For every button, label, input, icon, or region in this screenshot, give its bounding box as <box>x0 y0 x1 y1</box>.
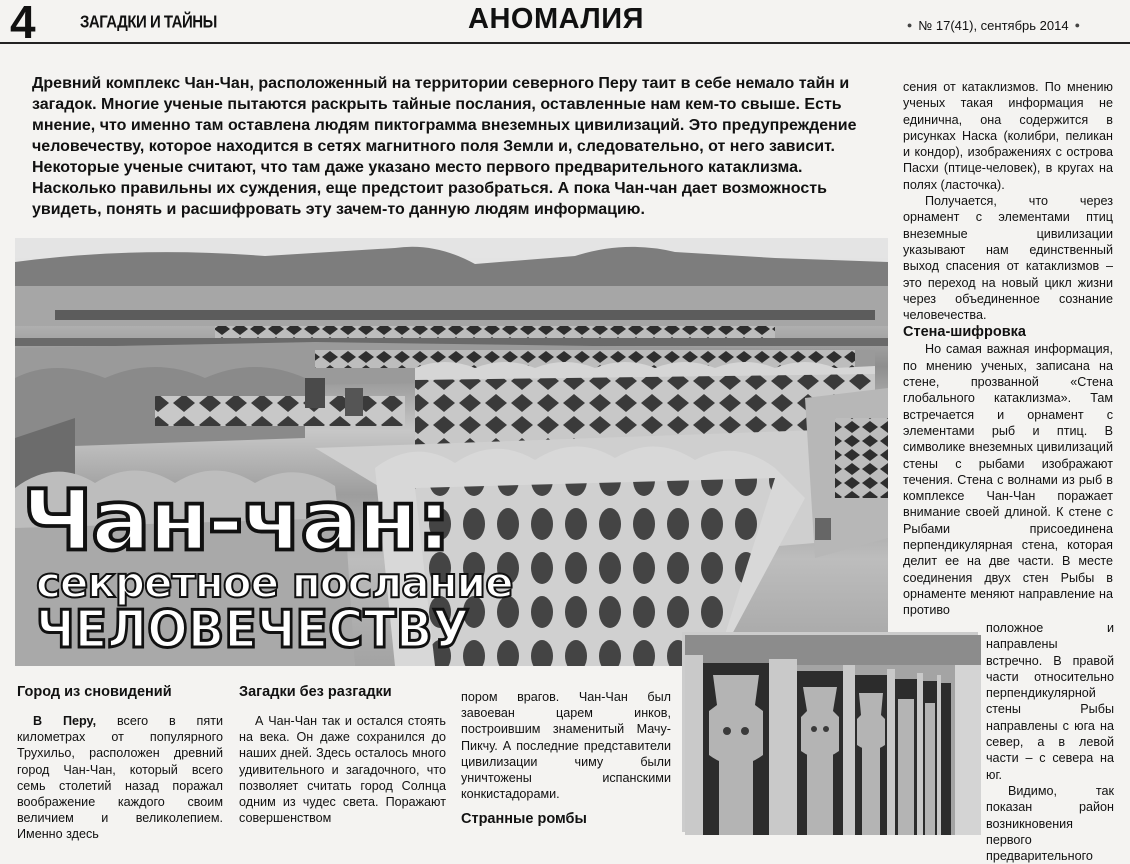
right-paragraph-3: Но самая важная информация, по мнению ученых, записана на стене, прозванной «Стена глобального катаклизма». Там встречается и орнамент с элементами рыб и птиц. В символике внеземных цивилизаций стены с рыбами изображают течения. Стена с волнами из рыб в комплексе Чан-Чан поражает внимание своей длиной. К стене с Рыбами присоединена перпендикулярная стена, которая делит ее на две части. В месте соединения двух стен Рыбы в орнаменте меняют направление на противо <box>903 342 1113 618</box>
heading-city-of-dreams: Город из сновидений <box>17 684 172 700</box>
column-city-of-dreams <box>17 683 223 843</box>
col1-lead-in: В Перу, <box>33 714 97 728</box>
issue-number: № 17(41), сентябрь 2014 <box>918 18 1069 33</box>
subheading-wall-cipher: Стена-шифровка <box>903 324 1026 341</box>
right-paragraph-1: сения от катаклизмов. По мнению ученых такая информация не единична, она содержится в рисунках Наска (колибри, пеликан и кондор), изображениях с острова Пасхи (птице-человек), в кругах на полях (ласточка). <box>903 80 1113 192</box>
col1-paragraph <box>17 713 223 843</box>
issue-info <box>901 17 1086 34</box>
niches-illustration <box>685 635 981 835</box>
page-number: 4 <box>10 0 34 48</box>
bullet-icon: ● <box>1074 20 1080 30</box>
headline-line1: Чан-чан: <box>22 471 450 570</box>
col3-paragraph: пором врагов. Чан-Чан был завоеван царем инков, построившим знаменитый Мачу-Пикчу. А последние представители цивилизации чиму были уничтожены испанскими конкистадорами. <box>461 690 671 802</box>
column-continued <box>461 689 671 828</box>
heading-strange-rhombi: Странные ромбы <box>461 811 587 828</box>
right-paragraph-5: Видимо, так показан район возникновения первого предварительного <box>986 783 1114 864</box>
bullet-icon: ● <box>906 20 913 30</box>
column-riddles <box>239 683 446 826</box>
right-column-continued <box>986 620 1114 864</box>
right-paragraph-2: Получается, что через орнамент с элементами птиц внеземные цивилизации указывают нам единственный выход спасения от катаклизмов – это переход на новый цикл жизни через объединенное сознание человечества. <box>903 194 1113 323</box>
right-column <box>903 79 1113 619</box>
article-lead: Древний комплекс Чан-Чан, расположенный на территории северного Перу таит в себе немало тайн и загадок. Многие ученые пытаются раскрыть тайные послания, оставленные нам кем-то свыше. Есть мнение, что именно там оставлена людям пиктограмма внеземных цивилизаций. Это предупреждение человечеству, которое находится в сетях магнитного поля Земли и, следовательно, от него зависит. Некоторые ученые считают, что там даже указано место первого предварительного катаклизма. Насколько правильны их суждения, еще предстоит разобраться. А пока Чан-чан дает возможность увидеть, понять и расшифровать эту зачем-то данную людям информацию. <box>32 75 857 218</box>
headline-line3: ЧЕЛОВЕЧЕСТВУ <box>36 600 470 660</box>
col1-text: всего в пяти километрах от популярного Трухильо, расположен древний город Чан-Чан, который всего семь столетий назад поражал воображение каждого своим величием и великолепием. Именно здесь <box>17 714 223 842</box>
heading-riddles: Загадки без разгадки <box>239 684 392 700</box>
rubric-title: АНОМАЛИЯ <box>468 3 644 35</box>
page-header <box>0 0 1130 48</box>
headline-line2: секретное послание <box>36 558 513 607</box>
photo-carved-figures-niches <box>682 632 978 832</box>
section-name: ЗАГАДКИ И ТАЙНЫ <box>80 12 217 33</box>
col2-paragraph: А Чан-Чан так и остался стоять на века. Он даже сохранился до наших дней. Здесь осталось много удивительного и загадочного, что позволяет считать город Солнца одним из чудес света. Поражают совершенством <box>239 714 446 826</box>
right-paragraph-4: положное и направлены встречно. В правой части относительно перпендикулярной стены Рыбы направлены с юга на север, а в левой части – с севера на юг. <box>986 621 1114 782</box>
